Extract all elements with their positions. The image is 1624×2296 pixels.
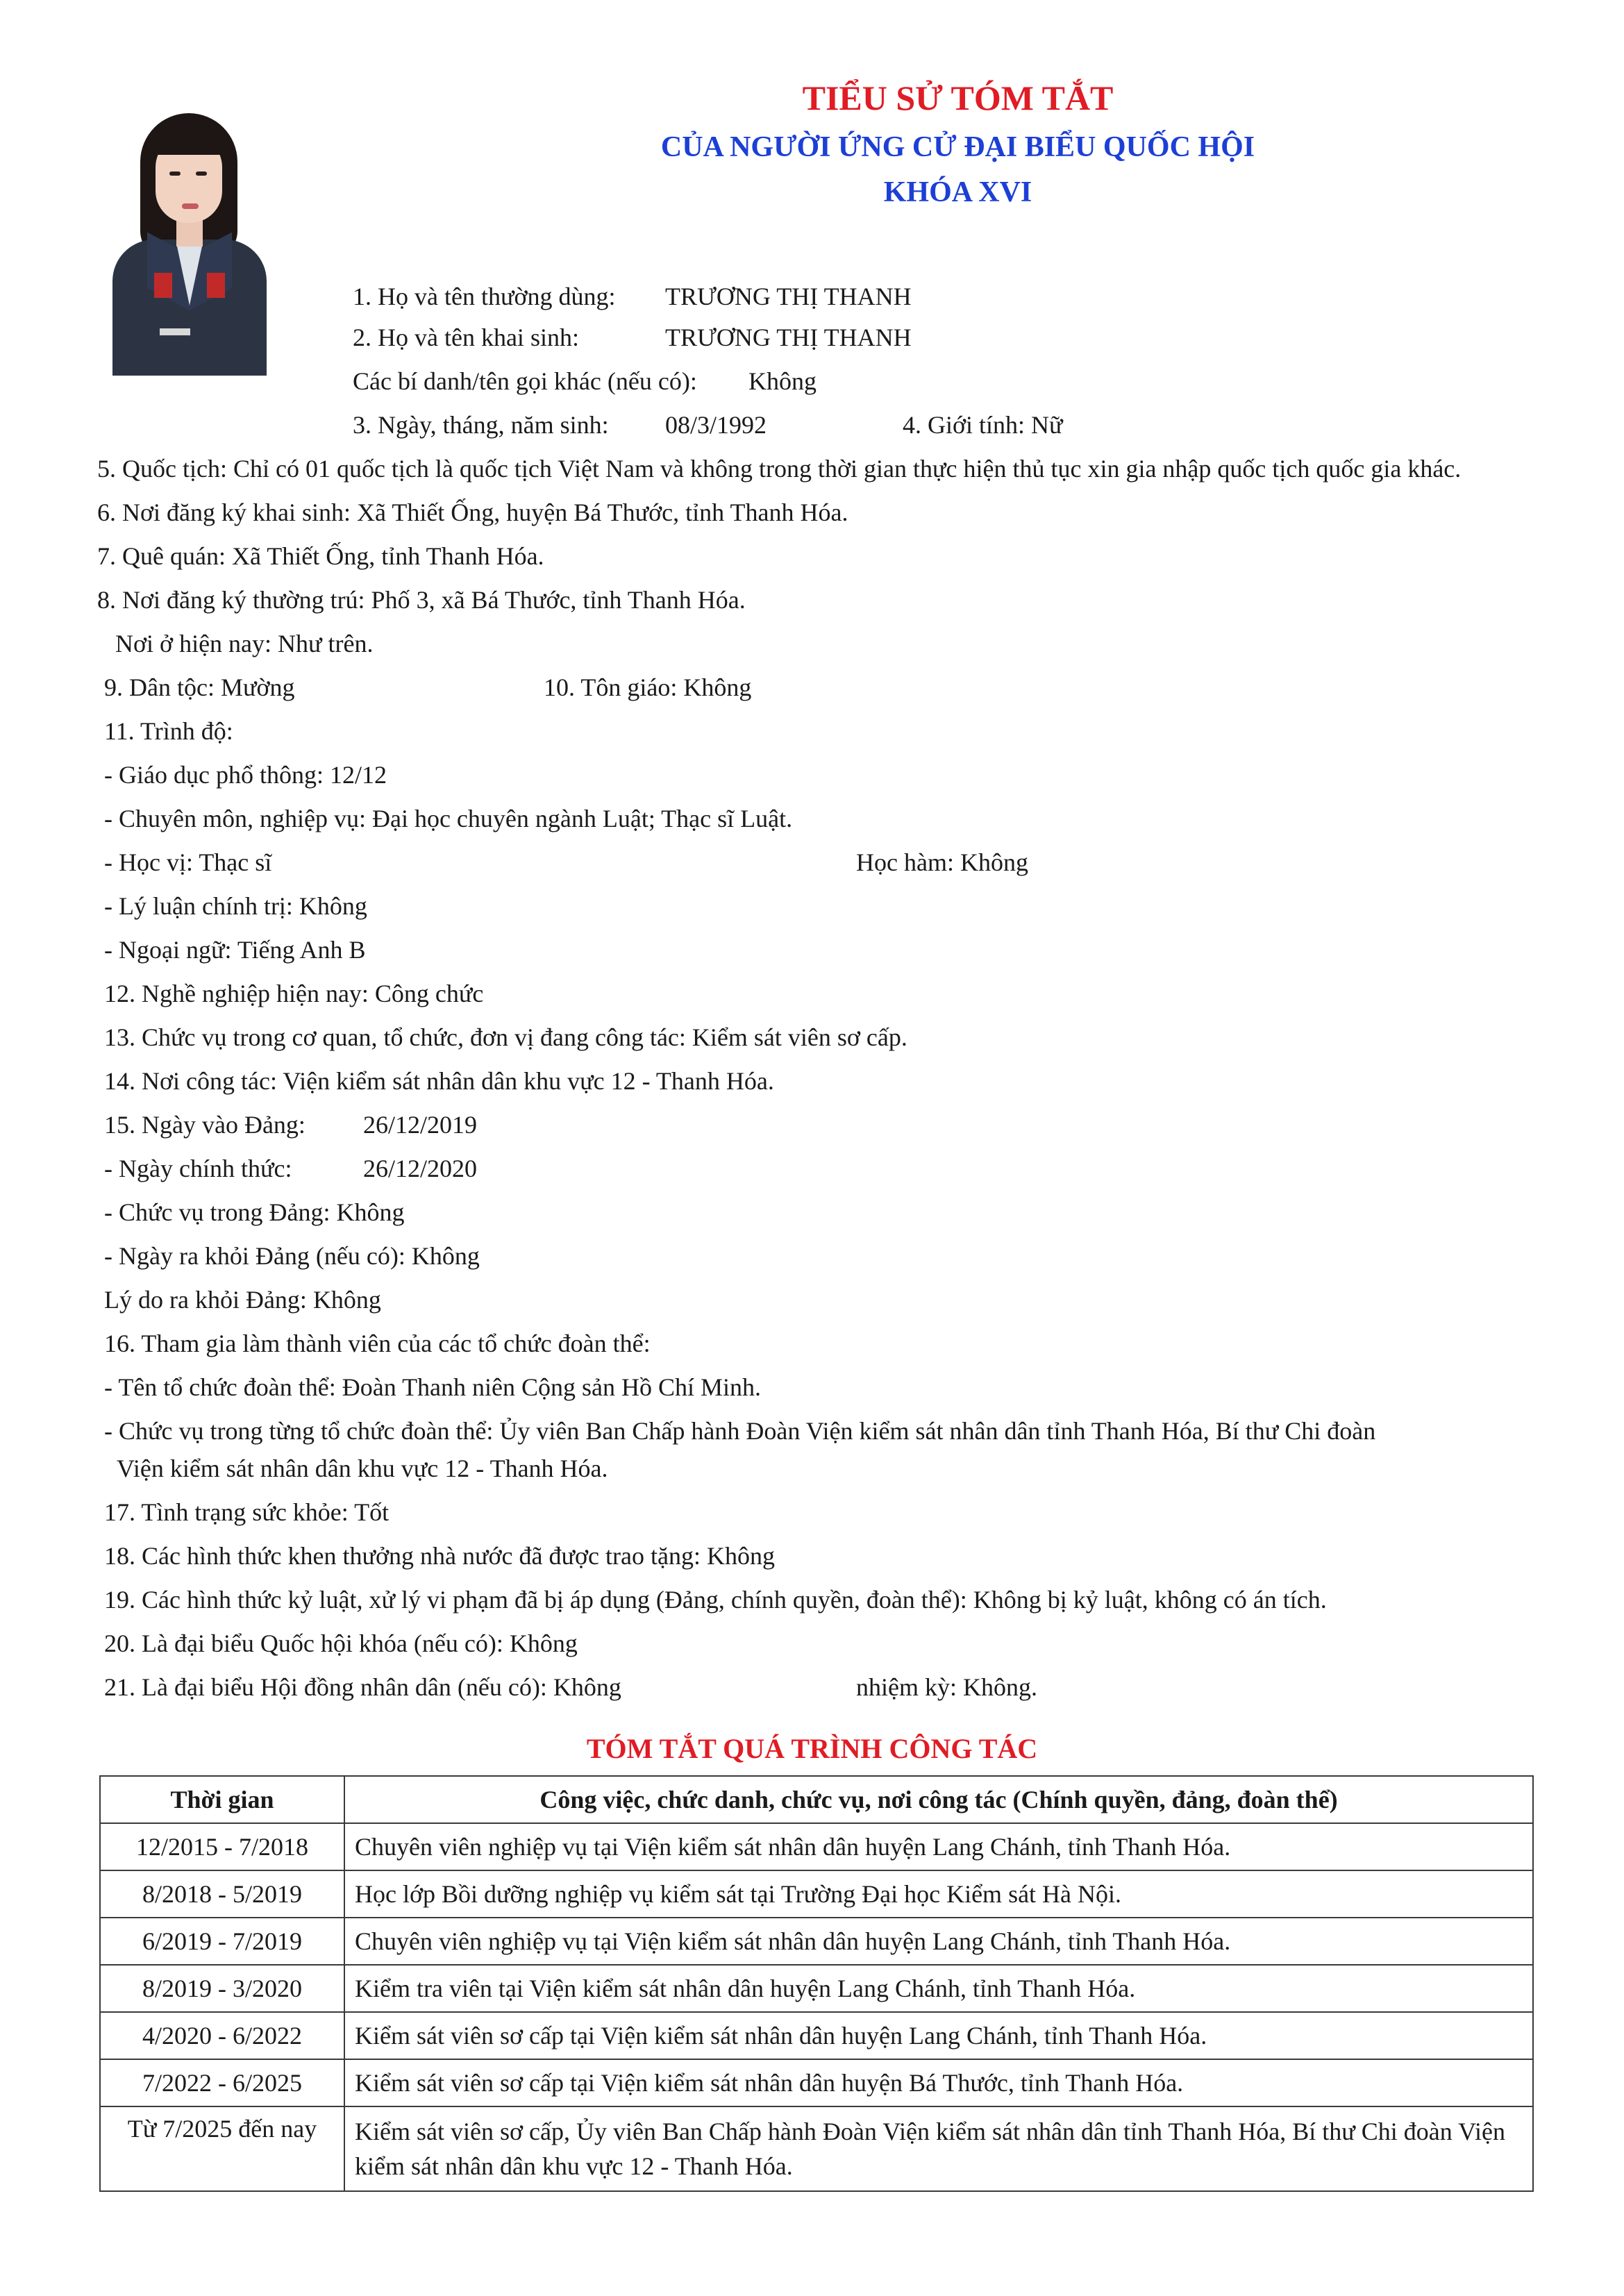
- field-dob-label: 3. Ngày, tháng, năm sinh:: [353, 411, 609, 439]
- field-birth-name-value: TRƯƠNG THỊ THANH: [665, 324, 912, 351]
- field-organization-role-line1: - Chức vụ trong từng tổ chức đoàn thể: Ủy viên Ban Chấp hành Đoàn Viện kiểm sát nhân dân tỉnh Thanh Hóa, Bí thư Chi đoàn: [104, 1417, 1376, 1445]
- field-health: 17. Tình trạng sức khỏe: Tốt: [104, 1498, 390, 1526]
- row-time: 12/2015 - 7/2018: [100, 1823, 344, 1870]
- field-organization-name: - Tên tổ chức đoàn thể: Đoàn Thanh niên Cộng sản Hồ Chí Minh.: [104, 1373, 762, 1401]
- field-party-official-label: - Ngày chính thức:: [104, 1155, 292, 1182]
- field-foreign-language: - Ngoại ngữ: Tiếng Anh B: [104, 936, 366, 964]
- field-discipline: 19. Các hình thức kỷ luật, xử lý vi phạm đã bị áp dụng (Đảng, chính quyền, đoàn thể): Không bị kỷ luật, không có án tích.: [104, 1586, 1327, 1614]
- row-description: Kiểm sát viên sơ cấp, Ủy viên Ban Chấp hành Đoàn Viện kiểm sát nhân dân tỉnh Thanh Hóa, Bí thư Chi đoàn Viện kiểm sát nhân dân khu vực 12 - Thanh Hóa.: [344, 2106, 1533, 2191]
- field-religion: 10. Tôn giáo: Không: [544, 673, 752, 701]
- field-awards: 18. Các hình thức khen thưởng nhà nước đã được trao tặng: Không: [104, 1542, 775, 1570]
- column-header-time: Thời gian: [100, 1776, 344, 1823]
- table-row: [100, 1918, 1533, 1965]
- field-organizations-heading: 16. Tham gia làm thành viên của các tổ chức đoàn thể:: [104, 1330, 651, 1357]
- field-alias-value: Không: [748, 367, 817, 395]
- field-position: 13. Chức vụ trong cơ quan, tổ chức, đơn vị đang công tác: Kiểm sát viên sơ cấp.: [104, 1023, 907, 1051]
- field-degree: - Học vị: Thạc sĩ: [104, 848, 272, 876]
- field-hometown: 7. Quê quán: Xã Thiết Ống, tỉnh Thanh Hóa.: [97, 542, 544, 570]
- row-description: Chuyên viên nghiệp vụ tại Viện kiểm sát nhân dân huyện Lang Chánh, tỉnh Thanh Hóa.: [344, 1823, 1533, 1870]
- table-row: [100, 2012, 1533, 2059]
- document-subtitle: CỦA NGƯỜI ỨNG CỬ ĐẠI BIỂU QUỐC HỘI: [660, 131, 1255, 163]
- field-peoples-council-term: nhiệm kỳ: Không.: [856, 1673, 1037, 1701]
- document-term: KHÓA XVI: [883, 176, 1032, 208]
- field-party-join-value: 26/12/2019: [363, 1111, 478, 1139]
- field-gender: 4. Giới tính: Nữ: [903, 411, 1063, 439]
- row-description: Kiểm tra viên tại Viện kiểm sát nhân dân huyện Lang Chánh, tỉnh Thanh Hóa.: [344, 1965, 1533, 2012]
- field-party-join-label: 15. Ngày vào Đảng:: [104, 1111, 305, 1139]
- field-workplace: 14. Nơi công tác: Viện kiểm sát nhân dân khu vực 12 - Thanh Hóa.: [104, 1067, 774, 1095]
- table-row: [100, 2106, 1533, 2191]
- row-time: 8/2018 - 5/2019: [100, 1870, 344, 1918]
- table-row: [100, 1823, 1533, 1870]
- row-time: 6/2019 - 7/2019: [100, 1918, 344, 1965]
- field-party-position: - Chức vụ trong Đảng: Không: [104, 1198, 405, 1226]
- field-dob-value: 08/3/1992: [665, 411, 767, 439]
- row-description: Kiểm sát viên sơ cấp tại Viện kiểm sát nhân dân huyện Lang Chánh, tỉnh Thanh Hóa.: [344, 2012, 1533, 2059]
- field-birth-registration: 6. Nơi đăng ký khai sinh: Xã Thiết Ống, huyện Bá Thước, tỉnh Thanh Hóa.: [97, 498, 848, 526]
- field-academic-title: Học hàm: Không: [856, 848, 1028, 876]
- row-time: 4/2020 - 6/2022: [100, 2012, 344, 2059]
- field-party-leave-date: - Ngày ra khỏi Đảng (nếu có): Không: [104, 1242, 480, 1270]
- field-occupation: 12. Nghề nghiệp hiện nay: Công chức: [104, 980, 484, 1007]
- row-time: 8/2019 - 3/2020: [100, 1965, 344, 2012]
- field-party-official-value: 26/12/2020: [363, 1155, 478, 1182]
- field-permanent-residence: 8. Nơi đăng ký thường trú: Phố 3, xã Bá Thước, tỉnh Thanh Hóa.: [97, 586, 746, 614]
- field-common-name-label: 1. Họ và tên thường dùng:: [353, 283, 616, 310]
- portrait-photo: [112, 108, 267, 376]
- field-birth-name-label: 2. Họ và tên khai sinh:: [353, 324, 579, 351]
- table-row: [100, 2059, 1533, 2106]
- field-alias-label: Các bí danh/tên gọi khác (nếu có):: [353, 367, 697, 395]
- field-education-heading: 11. Trình độ:: [104, 717, 233, 745]
- work-history-table: [99, 1775, 1534, 2192]
- row-description: Học lớp Bồi dưỡng nghiệp vụ kiểm sát tại Trường Đại học Kiểm sát Hà Nội.: [344, 1870, 1533, 1918]
- field-general-education: - Giáo dục phổ thông: 12/12: [104, 761, 387, 789]
- field-common-name-value: TRƯƠNG THỊ THANH: [665, 283, 912, 310]
- field-national-assembly: 20. Là đại biểu Quốc hội khóa (nếu có): Không: [104, 1629, 578, 1657]
- row-description: Kiểm sát viên sơ cấp tại Viện kiểm sát nhân dân huyện Bá Thước, tỉnh Thanh Hóa.: [344, 2059, 1533, 2106]
- field-current-residence: Nơi ở hiện nay: Như trên.: [115, 630, 374, 657]
- row-time: 7/2022 - 6/2025: [100, 2059, 344, 2106]
- work-history-heading: TÓM TẮT QUÁ TRÌNH CÔNG TÁC: [586, 1733, 1038, 1764]
- field-nationality: 5. Quốc tịch: Chỉ có 01 quốc tịch là quốc tịch Việt Nam và không trong thời gian thực hiện thủ tục xin gia nhập quốc tịch quốc gia khác.: [97, 455, 1462, 483]
- field-organization-role-line2: Viện kiểm sát nhân dân khu vực 12 - Thanh Hóa.: [117, 1455, 608, 1482]
- row-time: Từ 7/2025 đến nay: [100, 2106, 344, 2191]
- field-ethnicity: 9. Dân tộc: Mường: [104, 673, 295, 701]
- column-header-description: Công việc, chức danh, chức vụ, nơi công tác (Chính quyền, đảng, đoàn thể): [344, 1776, 1533, 1823]
- table-row: [100, 1870, 1533, 1918]
- field-profession: - Chuyên môn, nghiệp vụ: Đại học chuyên ngành Luật; Thạc sĩ Luật.: [104, 805, 793, 832]
- field-political-theory: - Lý luận chính trị: Không: [104, 892, 367, 920]
- document-title: TIỂU SỬ TÓM TẮT: [802, 78, 1114, 117]
- row-description: Chuyên viên nghiệp vụ tại Viện kiểm sát nhân dân huyện Lang Chánh, tỉnh Thanh Hóa.: [344, 1918, 1533, 1965]
- table-row: [100, 1965, 1533, 2012]
- field-peoples-council: 21. Là đại biểu Hội đồng nhân dân (nếu có): Không: [104, 1673, 621, 1701]
- field-party-leave-reason: Lý do ra khỏi Đảng: Không: [104, 1286, 381, 1314]
